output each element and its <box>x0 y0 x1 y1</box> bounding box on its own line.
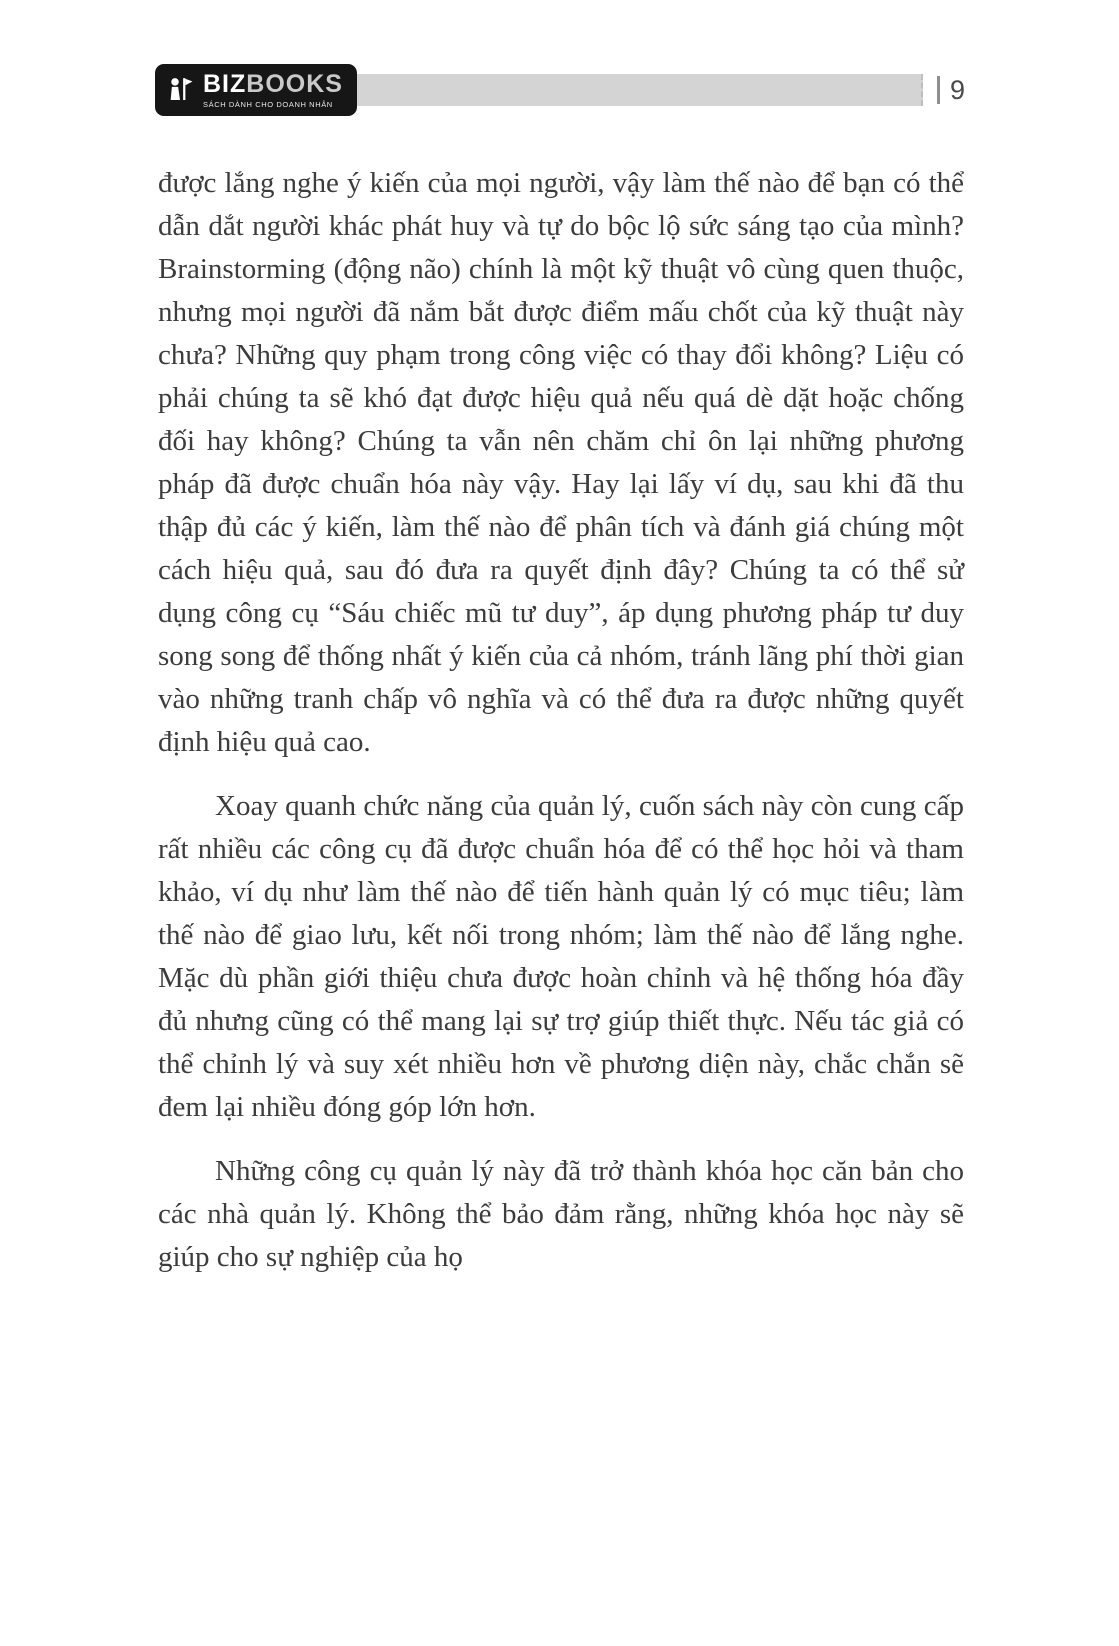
page-header <box>155 64 965 116</box>
header-rule-bar <box>349 74 923 106</box>
bizbooks-emblem-icon <box>165 75 195 105</box>
logo-tagline: SÁCH DÀNH CHO DOANH NHÂN <box>203 99 333 109</box>
page-number <box>937 75 965 106</box>
logo-text <box>203 69 343 109</box>
paragraph-1: được lắng nghe ý kiến của mọi người, vậy làm thế nào để bạn có thể dẫn dắt người khác phát huy và tự do bộc lộ sức sáng tạo của mình? Brainstorming (động não) chính là một kỹ thuật vô cùng quen thuộc, nhưng mọi người đã nắm bắt được điểm mấu chốt của kỹ thuật này chưa? Những quy phạm trong công việc có thay đổi không? Liệu có phải chúng ta sẽ khó đạt được hiệu quả nếu quá dè dặt hoặc chống đối hay không? Chúng ta vẫn nên chăm chỉ ôn lại những phương pháp đã được chuẩn hóa này vậy. Hay lại lấy ví dụ, sau khi đã thu thập đủ các ý kiến, làm thế nào để phân tích và đánh giá chúng một cách hiệu quả, sau đó đưa ra quyết định đây? Chúng ta có thể sử dụng công cụ “Sáu chiếc mũ tư duy”, áp dụng phương pháp tư duy song song để thống nhất ý kiến của cả nhóm, tránh lãng phí thời gian vào những tranh chấp vô nghĩa và có thể đưa ra được những quyết định hiệu quả cao. <box>158 167 964 758</box>
logo-title-books: BOOKS <box>246 69 343 98</box>
paragraph-3: Những công cụ quản lý này đã trở thành khóa học căn bản cho các nhà quản lý. Không thể bảo đảm rằng, những khóa học này sẽ giúp cho sự nghiệp của họ <box>158 1155 964 1273</box>
paragraph-2: Xoay quanh chức năng của quản lý, cuốn sách này còn cung cấp rất nhiều các công cụ đã được chuẩn hóa để có thể học hỏi và tham khảo, ví dụ như làm thế nào để tiến hành quản lý có mục tiêu; làm thế nào để giao lưu, kết nối trong nhóm; làm thế nào để lắng nghe. Mặc dù phần giới thiệu chưa được hoàn chỉnh và hệ thống hóa đầy đủ nhưng cũng có thể mang lại sự trợ giúp thiết thực. Nếu tác giả có thể chỉnh lý và suy xét nhiều hơn về phương diện này, chắc chắn sẽ đem lại nhiều đóng góp lớn hơn. <box>158 790 964 1123</box>
logo-title-biz: BIZ <box>203 69 247 98</box>
bizbooks-logo <box>155 64 357 116</box>
page-number-divider <box>937 76 940 104</box>
logo-title <box>203 69 343 98</box>
page-body <box>158 162 964 1300</box>
page-number-value: 9 <box>949 74 965 105</box>
